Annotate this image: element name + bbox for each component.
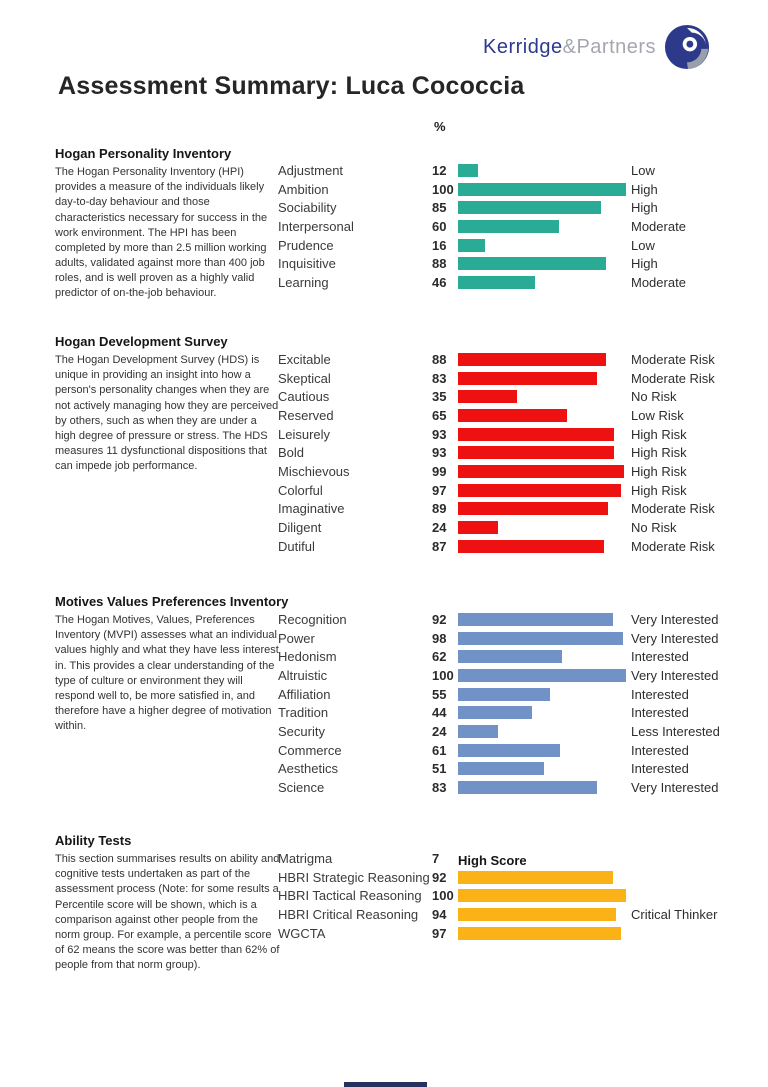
- scale-score: 92: [432, 611, 447, 627]
- assessment-row: [278, 666, 758, 685]
- scale-score: 7: [432, 850, 440, 866]
- scale-score: 88: [432, 351, 447, 367]
- scale-score: 55: [432, 686, 447, 702]
- scale-label: Matrigma: [278, 850, 333, 866]
- score-bar-area: [458, 889, 628, 902]
- scale-label: Cautious: [278, 389, 330, 405]
- score-rating: High: [631, 181, 658, 197]
- score-rating: Interested: [631, 742, 689, 758]
- score-bar: [458, 725, 498, 738]
- score-rating: Low Risk: [631, 407, 684, 423]
- scale-label: Aesthetics: [278, 761, 338, 777]
- scale-score: 83: [432, 780, 447, 796]
- score-rating: High Risk: [631, 426, 687, 442]
- scale-label: WGCTA: [278, 925, 326, 941]
- score-rating: Very Interested: [631, 667, 719, 683]
- scale-label: Sociability: [278, 200, 337, 216]
- score-bar: [458, 484, 621, 497]
- assessment-row: [278, 629, 758, 648]
- assessment-row: [278, 161, 758, 180]
- scale-score: 60: [432, 218, 447, 234]
- score-bar-area: [458, 201, 628, 214]
- assessment-row: [278, 217, 758, 236]
- scale-label: Inquisitive: [278, 256, 336, 272]
- koru-spiral-icon: [664, 24, 710, 70]
- assessment-row: [278, 406, 758, 425]
- hpi-description-block: [55, 146, 280, 302]
- assessment-row: [278, 760, 758, 779]
- mvpi-section-description: The Hogan Motives, Values, Preferences Inventory (MVPI) assesses what an individual values highly and what they have less interest in. This provides a clear understanding of the type of culture or environment they will respond well to, be more satisfied in, and therefore have a higher degree of motivation within.: [55, 614, 279, 733]
- score-bar-area: [458, 725, 628, 738]
- score-bar: [458, 613, 613, 626]
- scale-label: Tradition: [278, 705, 329, 721]
- scale-label: Affiliation: [278, 686, 331, 702]
- assessment-row: [278, 518, 758, 537]
- score-bar-area: [458, 220, 628, 233]
- score-bar: [458, 908, 616, 921]
- assessment-row: [278, 537, 758, 556]
- scale-score: 83: [432, 370, 447, 386]
- score-rating: Interested: [631, 649, 689, 665]
- kerridge-partners-logo: [483, 24, 710, 70]
- assessment-row: [278, 481, 758, 500]
- scale-label: Excitable: [278, 351, 331, 367]
- score-bar-area: [458, 521, 628, 534]
- scale-label: Diligent: [278, 520, 322, 536]
- score-bar-area: [458, 428, 628, 441]
- score-bar-area: [458, 239, 628, 252]
- score-bar-area: [458, 852, 628, 868]
- hds-section-description: The Hogan Development Survey (HDS) is unique in providing an insight into how a person's personality changes when they are not actively managing how they are perceived by others, such as when they are under a high degree of pressure or stress. The HDS measures 11 dysfunctional dispositions that can impede job performance.: [55, 354, 279, 473]
- score-bar-area: [458, 927, 628, 940]
- score-bar-area: [458, 781, 628, 794]
- hpi-chart: [278, 161, 758, 292]
- scale-label: Security: [278, 723, 325, 739]
- hds-section-heading: Hogan Development Survey: [55, 334, 228, 349]
- score-bar-area: [458, 465, 628, 478]
- score-rating: Low: [631, 162, 655, 178]
- scale-label: Mischievous: [278, 463, 350, 479]
- score-bar: [458, 428, 614, 441]
- score-bar-area: [458, 390, 628, 403]
- scale-score: 100: [432, 181, 454, 197]
- score-note: High Score: [458, 852, 527, 868]
- scale-score: 24: [432, 723, 447, 739]
- scale-label: Imaginative: [278, 501, 345, 517]
- score-bar-area: [458, 446, 628, 459]
- score-bar: [458, 502, 608, 515]
- percent-column-header: %: [434, 119, 446, 134]
- assessment-row: [278, 610, 758, 629]
- assessment-row: [278, 462, 758, 481]
- score-bar: [458, 257, 606, 270]
- assessment-row: [278, 350, 758, 369]
- assessment-row: [278, 273, 758, 292]
- score-rating: Very Interested: [631, 630, 719, 646]
- media-progress-bar: [344, 1082, 427, 1087]
- scale-score: 97: [432, 925, 447, 941]
- score-bar: [458, 521, 498, 534]
- score-rating: Moderate: [631, 274, 686, 290]
- scale-label: Science: [278, 780, 325, 796]
- score-bar-area: [458, 409, 628, 422]
- score-bar: [458, 372, 597, 385]
- score-rating: High Risk: [631, 445, 687, 461]
- scale-score: 46: [432, 274, 447, 290]
- assessment-row: [278, 198, 758, 217]
- score-bar-area: [458, 632, 628, 645]
- score-bar: [458, 927, 621, 940]
- score-rating: Moderate Risk: [631, 351, 715, 367]
- score-bar: [458, 164, 478, 177]
- scale-score: 88: [432, 256, 447, 272]
- assessment-row: [278, 425, 758, 444]
- score-rating: No Risk: [631, 389, 677, 405]
- scale-label: Reserved: [278, 407, 334, 423]
- score-rating: High: [631, 200, 658, 216]
- score-bar-area: [458, 762, 628, 775]
- score-rating: No Risk: [631, 520, 677, 536]
- logo-wordmark: [483, 36, 656, 59]
- scale-score: 93: [432, 426, 447, 442]
- scale-score: 89: [432, 501, 447, 517]
- scale-score: 61: [432, 742, 447, 758]
- score-bar: [458, 353, 606, 366]
- assessment-row: [278, 868, 758, 887]
- scale-score: 100: [432, 888, 454, 904]
- scale-score: 85: [432, 200, 447, 216]
- scale-label: Prudence: [278, 237, 334, 253]
- score-bar-area: [458, 257, 628, 270]
- scale-label: Interpersonal: [278, 218, 354, 234]
- score-bar-area: [458, 650, 628, 663]
- logo-ampersand: &: [562, 35, 577, 58]
- scale-label: Colorful: [278, 482, 323, 498]
- score-bar-area: [458, 183, 628, 196]
- score-bar: [458, 183, 626, 196]
- scale-label: Hedonism: [278, 649, 337, 665]
- score-bar-area: [458, 540, 628, 553]
- assessment-row: [278, 924, 758, 943]
- score-rating: High: [631, 256, 658, 272]
- score-bar: [458, 781, 597, 794]
- assessment-row: [278, 254, 758, 273]
- scale-score: 92: [432, 869, 447, 885]
- scale-score: 94: [432, 906, 447, 922]
- scale-score: 12: [432, 162, 447, 178]
- score-bar: [458, 669, 626, 682]
- scale-score: 62: [432, 649, 447, 665]
- score-rating: Critical Thinker: [631, 906, 718, 922]
- scale-score: 65: [432, 407, 447, 423]
- assessment-row: [278, 443, 758, 462]
- score-bar: [458, 688, 550, 701]
- scale-label: Altruistic: [278, 667, 328, 683]
- score-bar: [458, 465, 624, 478]
- assessment-row: [278, 722, 758, 741]
- score-rating: Moderate Risk: [631, 370, 715, 386]
- ability-section-description: This section summarises results on ability and cognitive tests undertaken as part of the assessment process (Note: for some results a Percentile score will be shown, which is a comparison against other people from the norm group. For example, a percentile score of 62 means the score was better than 62% of people from that norm group).: [55, 853, 280, 972]
- score-bar-area: [458, 353, 628, 366]
- score-rating: High Risk: [631, 482, 687, 498]
- scale-score: 98: [432, 630, 447, 646]
- hpi-section-description: The Hogan Personality Inventory (HPI) provides a measure of the individuals likely day-to-day behaviour and those characteristics necessary for success in the work environment. The HPI has been completed by more than 2.5 million working adults, validated against more than 400 job roles, and is well proven as a highly valid predictor of on-the-job behaviour.: [55, 166, 268, 300]
- score-bar: [458, 650, 562, 663]
- scale-score: 99: [432, 463, 447, 479]
- score-bar: [458, 871, 613, 884]
- assessment-row: [278, 236, 758, 255]
- score-rating: Moderate: [631, 218, 686, 234]
- score-bar: [458, 220, 559, 233]
- scale-label: Bold: [278, 445, 305, 461]
- score-bar-area: [458, 669, 628, 682]
- score-bar-area: [458, 164, 628, 177]
- scale-label: HBRI Critical Reasoning: [278, 906, 419, 922]
- score-bar: [458, 446, 614, 459]
- scale-label: Ambition: [278, 181, 329, 197]
- score-bar: [458, 762, 544, 775]
- scale-label: Dutiful: [278, 538, 315, 554]
- scale-score: 35: [432, 389, 447, 405]
- score-rating: Interested: [631, 686, 689, 702]
- assessment-row: [278, 180, 758, 199]
- assessment-row: [278, 703, 758, 722]
- ability-description-block: [55, 833, 280, 973]
- scale-score: 44: [432, 705, 447, 721]
- assessment-row: [278, 905, 758, 924]
- assessment-row: [278, 685, 758, 704]
- score-rating: Very Interested: [631, 611, 719, 627]
- score-bar: [458, 409, 567, 422]
- scale-label: Adjustment: [278, 162, 344, 178]
- page-title: Assessment Summary: Luca Cococcia: [58, 72, 525, 100]
- ability-chart: [278, 849, 758, 942]
- assessment-row: [278, 849, 758, 868]
- assessment-row: [278, 886, 758, 905]
- score-rating: Moderate Risk: [631, 501, 715, 517]
- assessment-row: [278, 741, 758, 760]
- hds-chart: [278, 350, 758, 556]
- scale-score: 93: [432, 445, 447, 461]
- score-rating: Interested: [631, 705, 689, 721]
- score-bar: [458, 706, 532, 719]
- score-rating: Very Interested: [631, 780, 719, 796]
- score-bar-area: [458, 706, 628, 719]
- scale-label: Leisurely: [278, 426, 331, 442]
- score-bar: [458, 744, 560, 757]
- scale-label: Recognition: [278, 611, 347, 627]
- logo-brand-secondary: Partners: [576, 35, 657, 58]
- mvpi-section-heading: Motives Values Preferences Inventory: [55, 594, 289, 609]
- score-rating: Low: [631, 237, 655, 253]
- scale-score: 51: [432, 761, 447, 777]
- score-bar-area: [458, 276, 628, 289]
- score-bar-area: [458, 502, 628, 515]
- scale-label: Learning: [278, 274, 329, 290]
- score-rating: High Risk: [631, 463, 687, 479]
- score-bar: [458, 390, 517, 403]
- mvpi-description-block: [55, 594, 289, 734]
- scale-score: 87: [432, 538, 447, 554]
- scale-label: Power: [278, 630, 315, 646]
- score-rating: Less Interested: [631, 723, 720, 739]
- score-bar-area: [458, 372, 628, 385]
- score-bar-area: [458, 613, 628, 626]
- score-bar: [458, 889, 626, 902]
- scale-label: Commerce: [278, 742, 342, 758]
- scale-score: 16: [432, 237, 447, 253]
- score-bar-area: [458, 744, 628, 757]
- scale-label: HBRI Tactical Reasoning: [278, 888, 422, 904]
- ability-section-heading: Ability Tests: [55, 833, 132, 848]
- score-rating: Interested: [631, 761, 689, 777]
- scale-score: 100: [432, 667, 454, 683]
- score-bar-area: [458, 871, 628, 884]
- mvpi-chart: [278, 610, 758, 797]
- score-bar: [458, 201, 601, 214]
- scale-label: HBRI Strategic Reasoning: [278, 869, 430, 885]
- hds-description-block: [55, 334, 280, 474]
- assessment-row: [278, 778, 758, 797]
- scale-label: Skeptical: [278, 370, 331, 386]
- assessment-row: [278, 369, 758, 388]
- scale-score: 24: [432, 520, 447, 536]
- logo-brand-primary: Kerridge: [483, 35, 563, 58]
- assessment-row: [278, 647, 758, 666]
- score-bar: [458, 276, 535, 289]
- assessment-row: [278, 387, 758, 406]
- assessment-row: [278, 500, 758, 519]
- hpi-section-heading: Hogan Personality Inventory: [55, 146, 232, 161]
- score-bar: [458, 239, 485, 252]
- score-bar: [458, 632, 623, 645]
- score-bar-area: [458, 908, 628, 921]
- score-bar-area: [458, 688, 628, 701]
- score-rating: Moderate Risk: [631, 538, 715, 554]
- score-bar: [458, 540, 604, 553]
- score-bar-area: [458, 484, 628, 497]
- scale-score: 97: [432, 482, 447, 498]
